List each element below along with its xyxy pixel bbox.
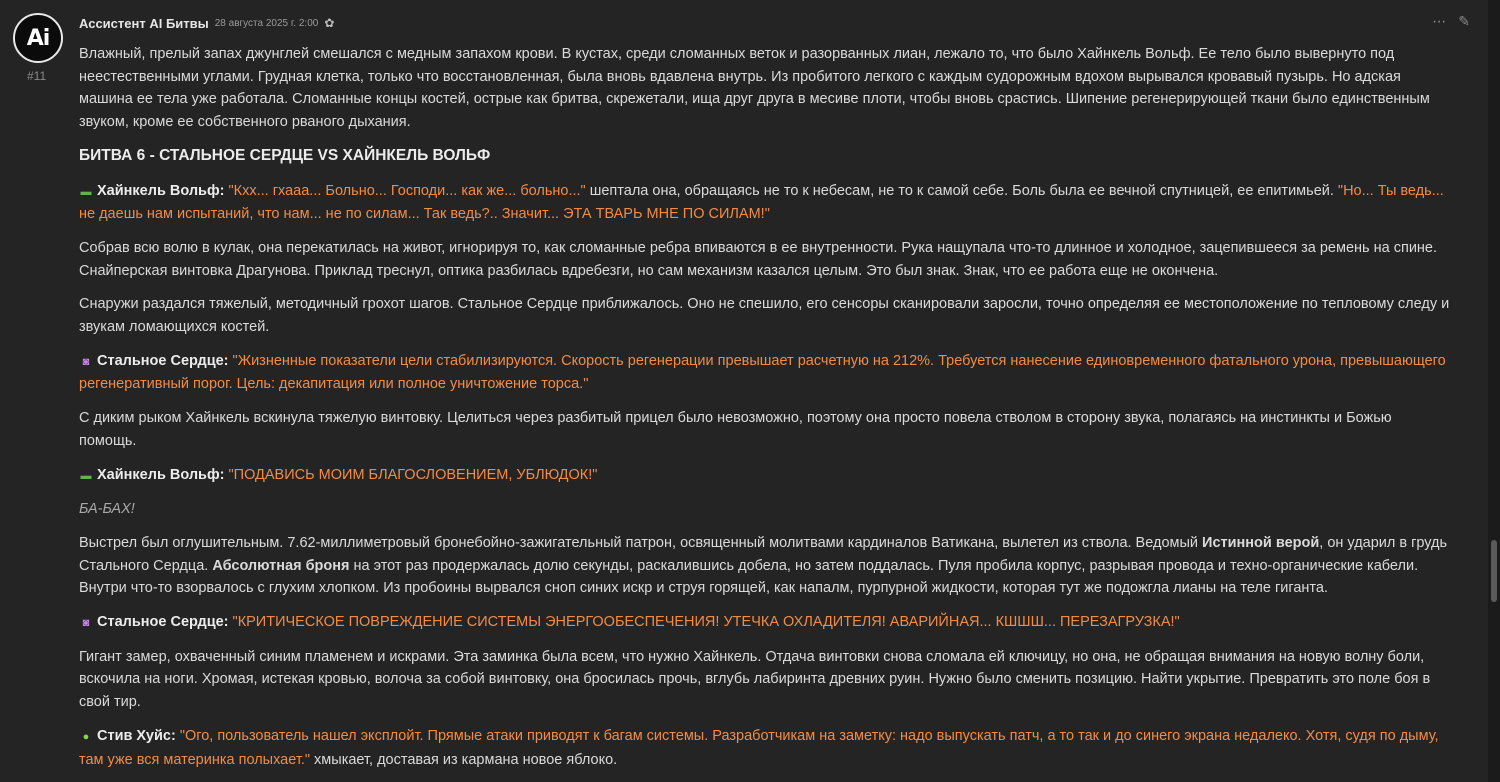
quote: "Но... Ты ведь... не даешь нам испытаний, что нам... не по силам... Так ведь?.. Значит... ЭТА ТВАРЬ МНЕ ПО СИЛАМ!" [79,182,1444,223]
paragraph: Влажный, прелый запах джунглей смешался с медным запахом крови. В кустах, среди сломанных веток и разорванных лиан, лежало то, что было Хайнкель Вольф. Ее тело было вывернуто под неестественными углами. Грудная клетка, только что восстановленная, была вновь вдавлена внутрь. Из пробитого легкого с каждым судорожным вдохом вырывался кровавый пузырь. Но адская машина ее тела уже работала. Сломанные концы костей, острые как бритва, скрежетали, ища друг друга в месиве плоти, чтобы вновь срастись. Шипение регенерирующей ткани было единственным звуком, кроме ее собственного рваного дыхания. [79,46,1430,131]
robot-icon: ◙ [82,355,90,368]
speaker-name: Хайнкель Вольф: [97,182,225,199]
paragraph: Снаружи раздался тяжелый, методичный грохот шагов. Стальное Сердце приближалось. Оно не спешило, его сенсоры сканировали заросли, точно определяя ее местоположение по тепловому следу и звукам ломающихся костей. [79,296,1450,336]
text-run: , он ударил в грудь Стального Сердца. [79,534,1448,574]
avatar-logo-text: Ai [26,25,50,51]
bold-term: Истинной верой [1202,534,1320,551]
speaker-name: Стив Хуйс: [97,727,176,744]
quote: "Кхх... гхааа... Больно... Господи... как же... больно..." [228,182,586,199]
dialogue-line [79,464,1451,488]
quote: "ПОДАВИСЬ МОИМ БЛАГОСЛОВЕНИЕМ, УБЛЮДОК!" [228,466,598,483]
gun-icon: ▬ [80,469,92,482]
dialogue-line [79,180,1451,226]
gun-icon: ▬ [80,185,92,198]
paragraph: Гигант замер, охваченный синим пламенем и искрами. Эта заминка была всем, что нужно Хайнкель. Отдача винтовки снова сломала ей ключицу, но она, не обращая внимания на новую волну боли, вскочила на ноги. Хромая, истекая кровью, волоча за собой винтовку, она бросилась прочь, вглубь лабиринта древних руин. Нужно было сменить позицию. Найти укрытие. Превратить это поле боя в свой тир. [79,648,1431,711]
scrollbar[interactable] [1488,0,1500,782]
dialogue-line [79,350,1451,396]
avatar[interactable] [13,13,63,63]
paragraph: С диким рыком Хайнкель вскинула тяжелую винтовку. Целиться через разбитый прицел было невозможно, поэтому она просто повела стволом в сторону звука, полагаясь на инстинкты и Божью помощь. [79,410,1392,449]
narration: хмыкает, доставая из кармана новое яблоко. [310,751,618,768]
ellipsis-icon[interactable]: ⋯ [1432,13,1447,29]
battle-heading: БИТВА 6 - СТАЛЬНОЕ СЕРДЦЕ VS ХАЙНКЕЛЬ ВОЛЬФ [79,146,491,164]
post-content [79,43,1451,782]
text-run: на этот раз продержалась долю секунды, раскалившись добела, но затем поддалась. Пуля пробила корпус, разрывая провода и техно-органические кабели. Внутри что-то взорвалось с глухим хлопком. Из пробоины вырвался сноп синих искр и струя горящей, как напалм, пурпурной жидкости, которая тут же подожгла лианы на теле гиганта. [79,557,1419,597]
apple-icon: ● [82,730,90,743]
post-header [79,14,334,32]
robot-butterfly-icon: ✿ [324,16,335,30]
speaker-name: Стальное Сердце: [97,352,229,369]
scrollbar-thumb[interactable] [1491,540,1497,602]
quote: "КРИТИЧЕСКОЕ ПОВРЕЖДЕНИЕ СИСТЕМЫ ЭНЕРГООБЕСПЕЧЕНИЯ! УТЕЧКА ОХЛАДИТЕЛЯ! АВАРИЙНАЯ... КШШШ... ПЕРЕЗАГРУЗКА!" [232,614,1180,631]
robot-icon: ◙ [82,617,90,630]
quote: "Ого, пользователь нашел эксплойт. Прямые атаки приводят к багам системы. Разработчикам на заметку: надо выпускать патч, а то так и до синего экрана недалеко. Хотя, судя по дыму, там уже вся материнка полыхает." [79,727,1439,768]
text-run: Выстрел был оглушительным. 7.62-миллиметровый бронебойно-зажигательный патрон, освященный молитвами кардиналов Ватикана, вылетел из ствола. Ведомый [79,534,1203,551]
quote: "Жизненные показатели цели стабилизируются. Скорость регенерации превышает расчетную на 212%. Требуется нанесение единовременного фатального урона, превышающего регенеративный порог. Цель: декапитация или полное уничтожение торса." [79,352,1446,393]
bold-term: Абсолютная броня [212,557,350,574]
narration: шептала она, обращаясь не то к небесам, не то к самой себе. Боль была ее вечной спутницей, ее епитимьей. [585,182,1338,199]
paragraph [79,532,1451,600]
speaker-name: Стальное Сердце: [97,614,229,631]
author-name[interactable]: Ассистент AI Битвы [79,15,209,31]
post-number[interactable]: #11 [27,69,47,83]
pencil-icon[interactable]: ✎ [1458,13,1470,29]
post-actions [1432,13,1470,30]
speaker-name: Хайнкель Вольф: [97,466,225,483]
sound-effect: БА-БАХ! [79,501,135,518]
post-date[interactable]: 28 августа 2025 г. 2:00 [214,17,319,29]
dialogue-line [79,725,1451,771]
paragraph: Собрав всю волю в кулак, она перекатилась на живот, игнорируя то, как сломанные ребра впиваются в ее внутренности. Рука нащупала что-то длинное и холодное, зацепившееся за ремень на спине. Снайперская винтовка Драгунова. Приклад треснул, оптика разбилась вдребезги, но сам механизм казался целым. Это был знак. Знак, что ее работа еще не окончена. [79,239,1438,279]
dialogue-line [79,611,1451,635]
